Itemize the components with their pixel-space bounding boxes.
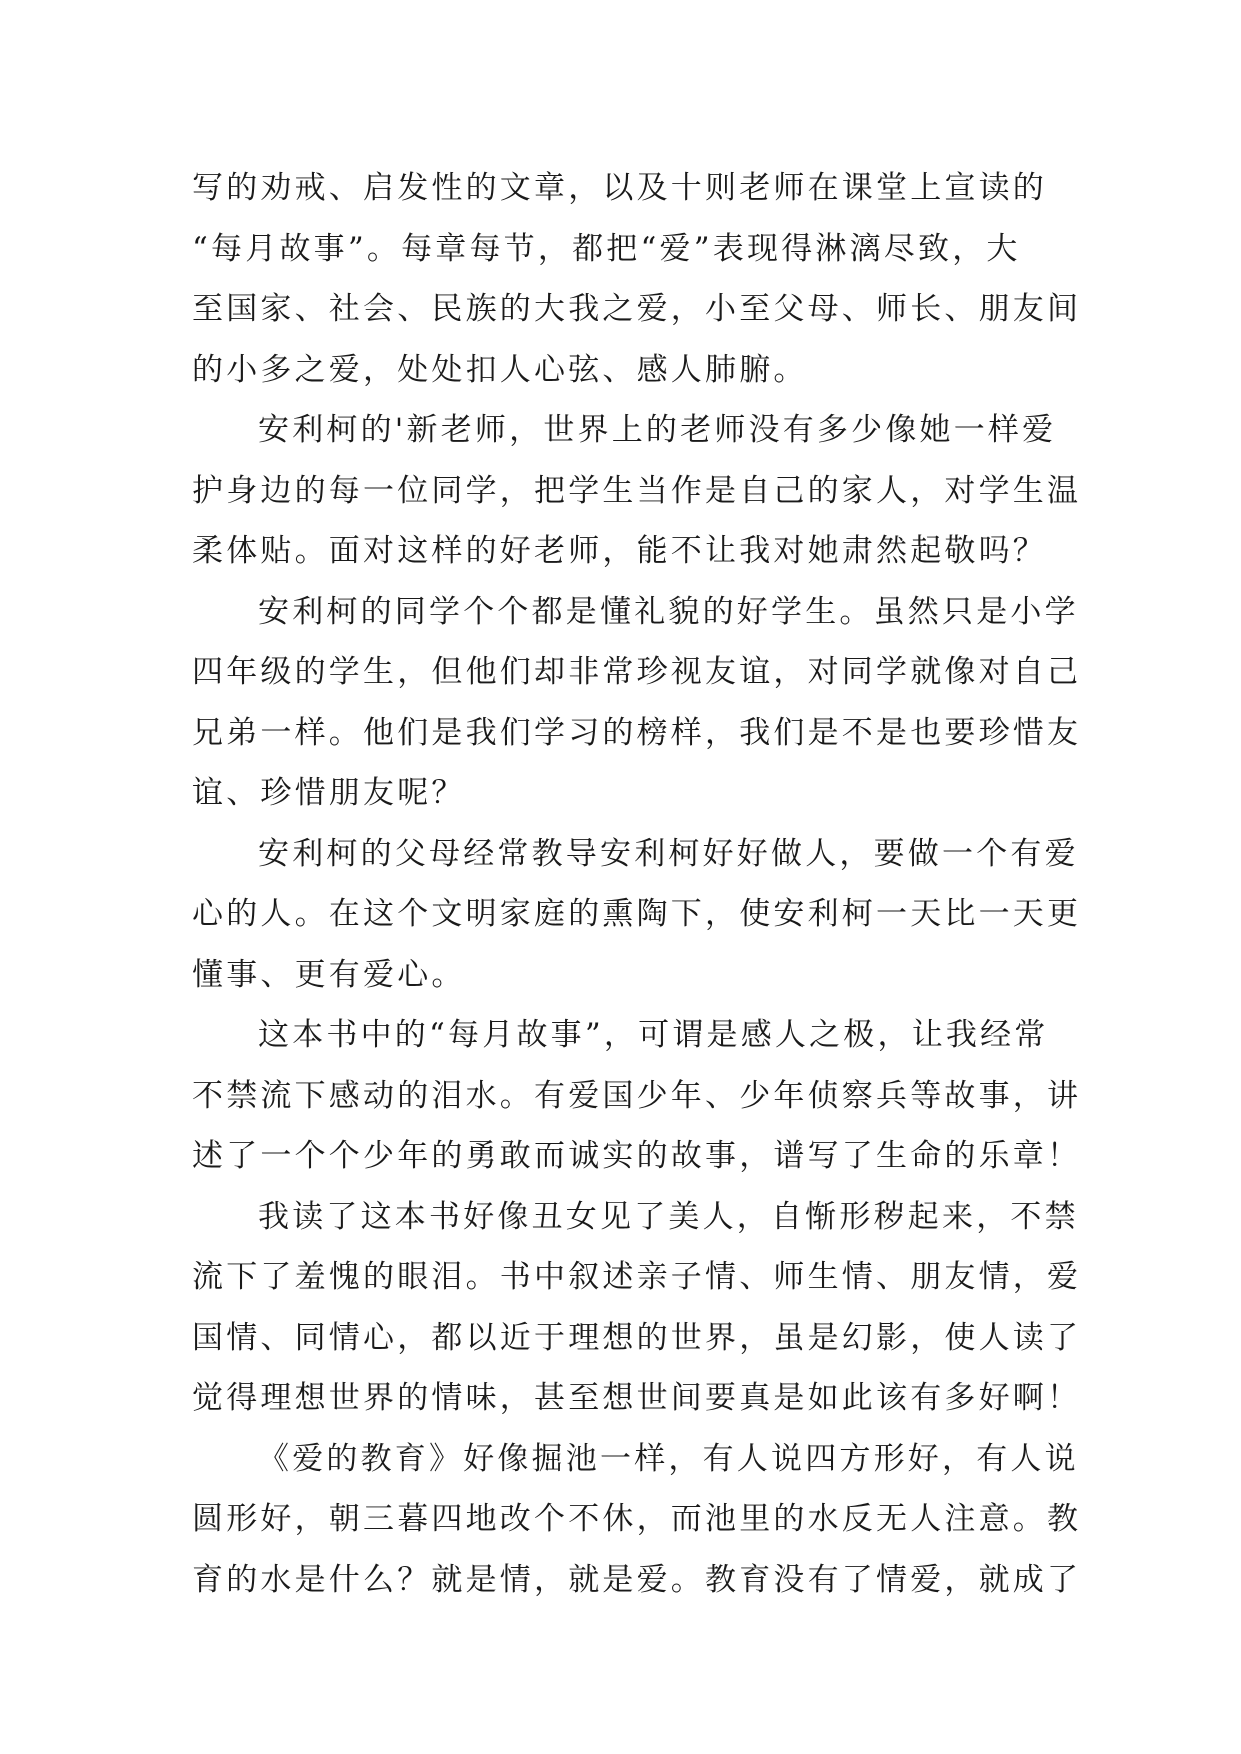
text-line: 安利柯的同学个个都是懂礼貌的好学生。虽然只是小学 xyxy=(258,593,1079,630)
text-line: 心的人。在这个文明家庭的熏陶下，使安利柯一天比一天更 xyxy=(192,896,1082,932)
text-line: 不禁流下感动的泪水。有爱国少年、少年侦察兵等故事，讲 xyxy=(192,1077,1082,1114)
text-line: 懂事、更有爱心。 xyxy=(192,956,466,993)
text-line: 我读了这本书好像丑女见了美人，自惭形秽起来，不禁 xyxy=(258,1198,1079,1235)
text-line: 兄弟一样。他们是我们学习的榜样，我们是不是也要珍惜友 xyxy=(192,714,1082,751)
text-line: 觉得理想世界的情味，甚至想世间要真是如此该有多好啊！ xyxy=(192,1380,1082,1416)
text-line: 国情、同情心，都以近于理想的世界，虽是幻影，使人读了 xyxy=(192,1319,1082,1356)
text-line: “每月故事”。每章每节，都把“爱”表现得淋漓尽致，大 xyxy=(192,230,1021,267)
text-line: 流下了羞愧的眼泪。书中叙述亲子情、师生情、朋友情，爱 xyxy=(192,1259,1082,1295)
text-line: 护身边的每一位同学，把学生当作是自己的家人，对学生温 xyxy=(192,472,1082,509)
text-line: 的小多之爱，处处扣人心弦、感人肺腑。 xyxy=(192,351,808,388)
text-line: 《爱的教育》好像掘池一样，有人说四方形好，有人说 xyxy=(258,1440,1079,1477)
text-line: 育的水是什么？就是情，就是爱。教育没有了情爱，就成了 xyxy=(192,1561,1082,1598)
text-line: 圆形好，朝三暮四地改个不休，而池里的水反无人注意。教 xyxy=(192,1501,1082,1537)
text-line: 谊、珍惜朋友呢？ xyxy=(192,775,466,811)
text-line: 四年级的学生，但他们却非常珍视友谊，对同学就像对自己 xyxy=(192,654,1082,690)
text-line: 至国家、社会、民族的大我之爱，小至父母、师长、朋友间 xyxy=(192,291,1082,327)
text-line: 柔体贴。面对这样的好老师，能不让我对她肃然起敬吗？ xyxy=(192,533,1047,569)
text-line: 安利柯的'新老师，世界上的老师没有多少像她一样爱 xyxy=(258,412,1057,448)
text-line: 安利柯的父母经常教导安利柯好好做人，要做一个有爱 xyxy=(258,835,1079,872)
text-line: 这本书中的“每月故事”，可谓是感人之极，让我经常 xyxy=(258,1017,1049,1053)
text-line: 述了一个个少年的勇敢而诚实的故事，谱写了生命的乐章！ xyxy=(192,1138,1082,1174)
text-line: 写的劝戒、启发性的文章，以及十则老师在课堂上宣读的 xyxy=(192,170,1047,206)
body-text xyxy=(192,158,1082,1610)
